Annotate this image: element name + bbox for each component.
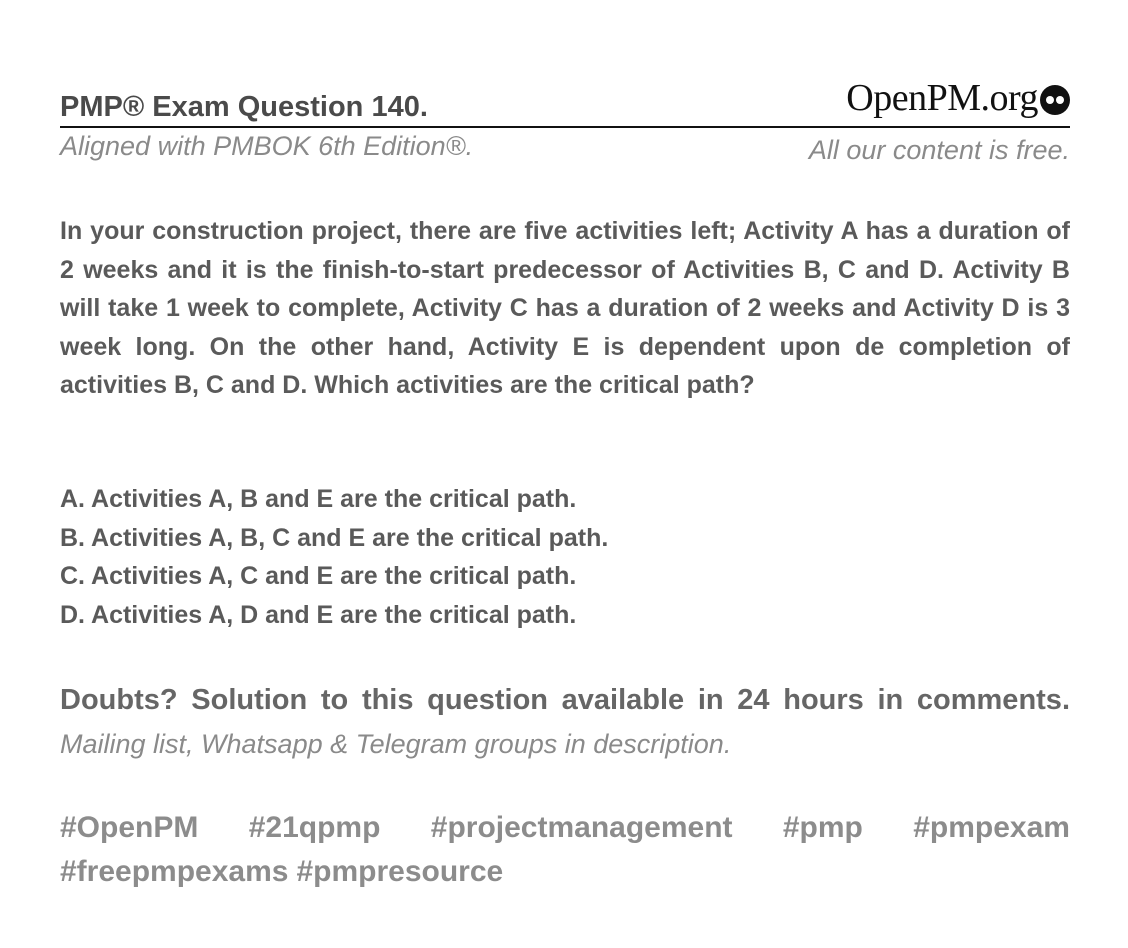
openpm-logo: [846, 76, 1070, 120]
doubts-note: [60, 678, 1070, 766]
hashtag: #projectmanagement: [430, 811, 733, 844]
page-title: PMP® Exam Question 140.: [60, 91, 428, 123]
header: [60, 78, 1070, 128]
doubts-strong-text: Doubts? Solution to this question available in 24 hours in comments.: [60, 684, 1070, 716]
option-a: A. Activities A, B and E are the critical path.: [60, 485, 577, 513]
free-content-note: All our content is free.: [808, 135, 1070, 165]
hashtags: [60, 806, 1070, 894]
option-b: B. Activities A, B, C and E are the critical path.: [60, 523, 609, 552]
question-card: [60, 0, 1070, 948]
option-c: C. Activities A, C and E are the critical path.: [60, 562, 577, 590]
answer-options: [60, 480, 1070, 634]
option-d: D. Activities A, D and E are the critical path.: [60, 600, 577, 629]
hashtag: #pmpexam: [913, 811, 1070, 844]
question-text: In your construction project, there are five activities left; Activity A has a duration of 2 weeks and it is the finish-to-start predecessor of Activities B, C and D. Activity B will take 1 week to complete, Activity C has a duration of 2 weeks and Activity D is 3 week long. On the other hand, Activity E is dependent upon de completion of activities B, C and D. Which activities are the critical path?: [60, 217, 1070, 399]
logo-eye-right: [1056, 96, 1064, 104]
logo-text: OpenPM.org: [846, 77, 1038, 119]
pmbok-alignment-note: Aligned with PMBOK 6th Edition®.: [60, 131, 474, 161]
hashtag: #OpenPM: [60, 811, 199, 844]
hashtag: #pmpresource: [296, 855, 504, 888]
hashtags-row-1: [60, 806, 1070, 850]
logo-eye-left: [1046, 96, 1054, 104]
hashtags-row-2: [60, 850, 1070, 894]
hashtag: #21qpmp: [248, 811, 381, 844]
hashtag: #freepmpexams: [60, 855, 289, 888]
two-eyes-circle-icon: [1040, 85, 1070, 115]
hashtag: #pmp: [782, 811, 863, 844]
doubts-community-note: Mailing list, Whatsapp & Telegram groups in description.: [60, 729, 732, 759]
